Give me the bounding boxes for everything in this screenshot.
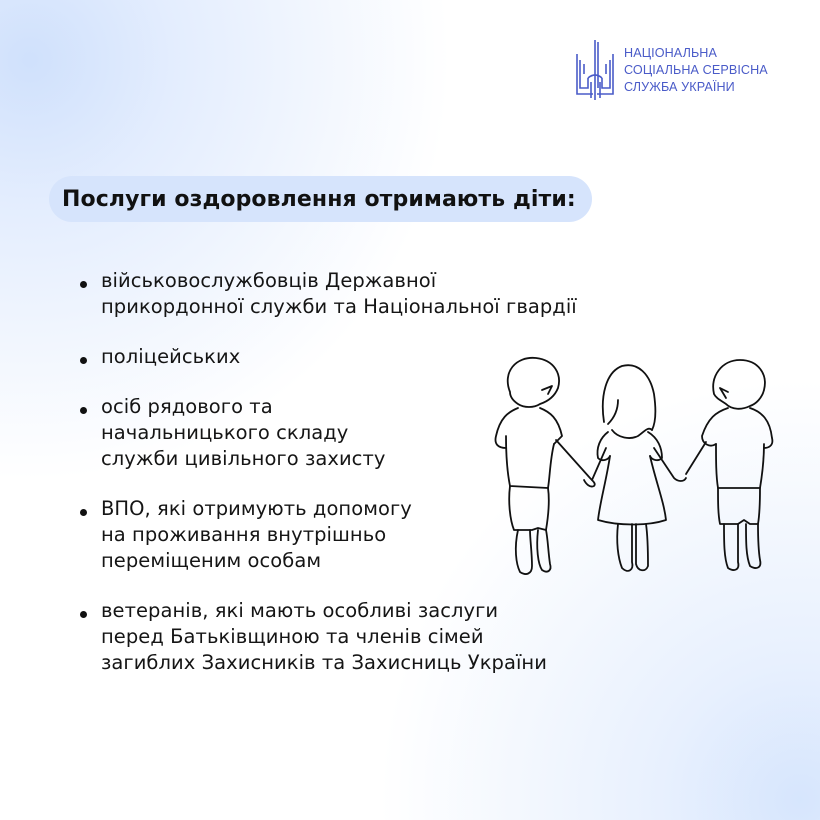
list-item-line: ВПО, які отримують допомогу bbox=[101, 497, 412, 520]
logo-line: СЛУЖБА УКРАЇНИ bbox=[624, 79, 735, 94]
list-item-line: служби цивільного захисту bbox=[101, 447, 386, 470]
title-pill bbox=[49, 176, 592, 222]
list-item-line: перед Батьківщиною та членів сімей bbox=[101, 625, 484, 648]
children-holding-hands-icon bbox=[488, 352, 788, 582]
bullet-icon bbox=[80, 407, 87, 414]
list-item-line: загиблих Захисників та Захисниць України bbox=[101, 651, 547, 674]
list-item-line: військовослужбовців Державної bbox=[101, 269, 437, 292]
bullet-icon bbox=[80, 611, 87, 618]
list-item-line: поліцейських bbox=[101, 345, 241, 368]
nssu-logo bbox=[574, 38, 768, 102]
logo-line: СОЦІАЛЬНА СЕРВІСНА bbox=[624, 62, 768, 77]
list-item-line: переміщеним особам bbox=[101, 549, 322, 572]
list-item-line: осіб рядового та bbox=[101, 395, 273, 418]
logo-line: НАЦІОНАЛЬНА bbox=[624, 45, 718, 60]
page-title: Послуги оздоровлення отримають діти: bbox=[62, 186, 576, 212]
trident-emblem-icon bbox=[574, 38, 616, 102]
list-item-line: начальницького складу bbox=[101, 421, 349, 444]
bullet-icon bbox=[80, 281, 87, 288]
bullet-icon bbox=[80, 357, 87, 364]
logo-text bbox=[624, 45, 768, 96]
list-item-line: ветеранів, які мають особливі заслуги bbox=[101, 599, 499, 622]
list-item-line: прикордонної служби та Національної гвардії bbox=[101, 295, 577, 318]
bullet-icon bbox=[80, 509, 87, 516]
list-item bbox=[80, 268, 577, 320]
list-item bbox=[80, 598, 577, 676]
list-item-line: на проживання внутрішньо bbox=[101, 523, 387, 546]
